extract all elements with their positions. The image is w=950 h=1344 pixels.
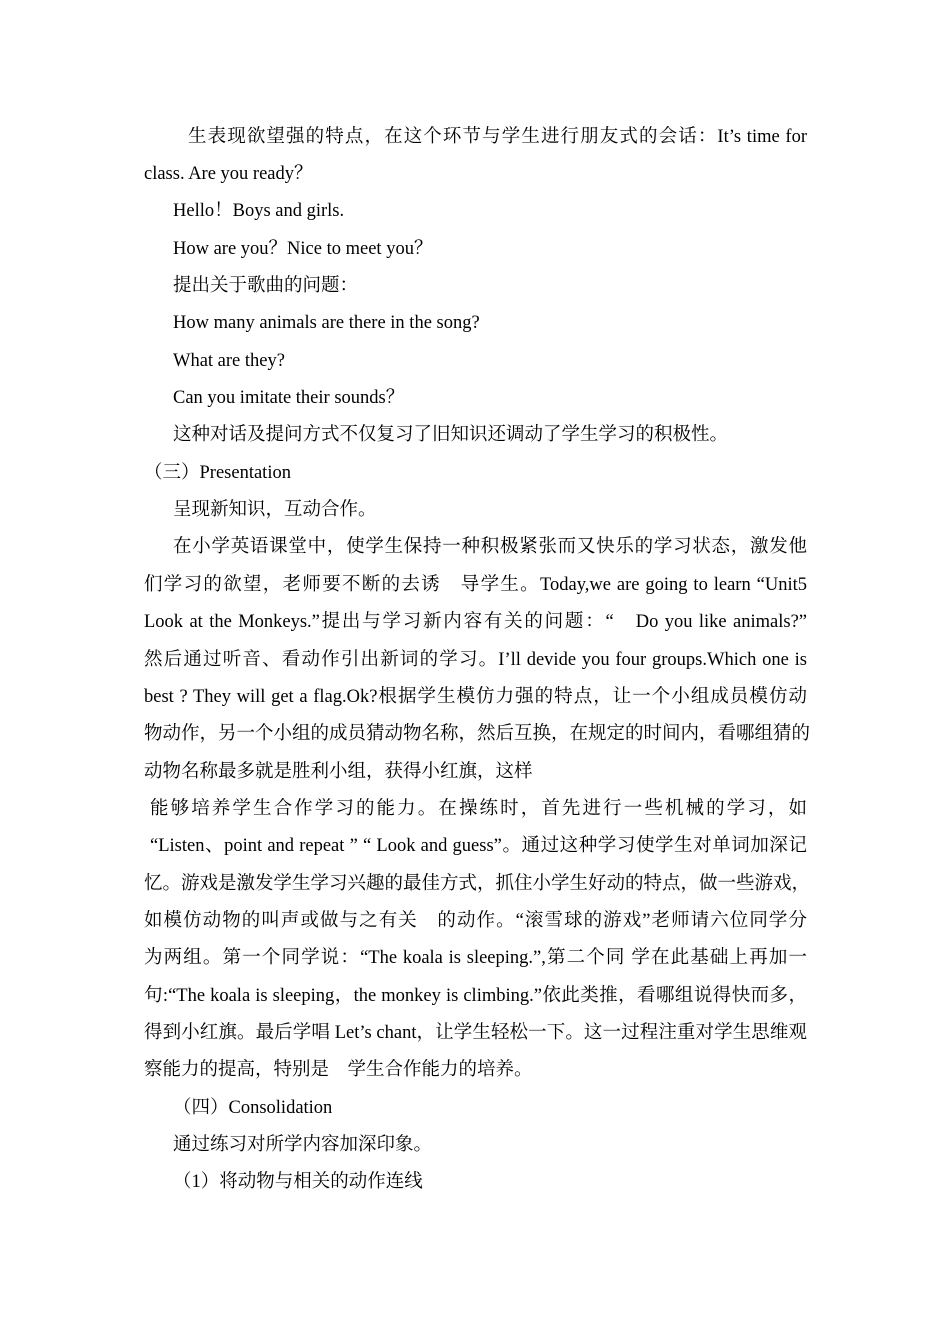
text-line: 动物名称最多就是胜利小组，获得小红旗，这样 <box>144 762 533 782</box>
text-line: “Listen、point and repeat ” “ Look and guess”。通过这种学习使学生对单词加深记 <box>150 836 807 856</box>
text-line: 们学习的欲望，老师要不断的去诱 导学生。Today,we are going to learn “Unit5 <box>144 575 807 595</box>
text-line: Look at the Monkeys.”提出与学习新内容有关的问题：“ Do you like animals?” <box>144 612 807 632</box>
text-line: How are you？Nice to meet you？ <box>173 239 433 259</box>
text-line: 句:“The koala is sleeping，the monkey is climbing.”依此类推，看哪组说得快而多， <box>144 986 807 1006</box>
text-line: 得到小红旗。最后学唱 Let’s chant，让学生轻松一下。这一过程注重对学生思维观 <box>144 1023 807 1043</box>
list-item: （1）将动物与相关的动作连线 <box>173 1172 423 1192</box>
text-line: 生表现欲望强的特点，在这个环节与学生进行朋友式的会话：It’s time for <box>188 127 807 147</box>
text-line: Hello！Boys and girls. <box>173 201 345 221</box>
text-line: 如模仿动物的叫声或做与之有关 的动作。“滚雪球的游戏”老师请六位同学分 <box>144 911 807 931</box>
text-line: 在小学英语课堂中，使学生保持一种积极紧张而又快乐的学习状态，激发他 <box>173 537 807 557</box>
text-line: 然后通过听音、看动作引出新词的学习。I’ll devide you four groups.Which one is <box>144 650 807 670</box>
text-line: 通过练习对所学内容加深印象。 <box>173 1135 433 1155</box>
section-heading: （三）Presentation <box>144 463 291 483</box>
text-line: class. Are you ready？ <box>144 164 313 184</box>
text-line: 呈现新知识，互动合作。 <box>173 500 377 520</box>
text-line: 为两组。第一个同学说：“The koala is sleeping.”,第二个同 学在此基础上再加一 <box>144 948 807 968</box>
text-line: How many animals are there in the song? <box>173 313 480 333</box>
section-heading: （四）Consolidation <box>173 1098 333 1118</box>
text-line: 物动作，另一个小组的成员猜动物名称，然后互换，在规定的时间内，看哪组猜的 <box>144 724 811 744</box>
text-line: 提出关于歌曲的问题： <box>173 276 359 296</box>
text-line: What are they? <box>173 351 285 371</box>
text-line: 忆。游戏是激发学生学习兴趣的最佳方式，抓住小学生好动的特点，做一些游戏， <box>144 874 811 894</box>
text-line: best ? They will get a flag.Ok?根据学生模仿力强的特点，让一个小组成员模仿动 <box>144 687 807 707</box>
text-line: 这种对话及提问方式不仅复习了旧知识还调动了学生学习的积极性。 <box>173 425 729 445</box>
text-line: 察能力的提高，特别是 学生合作能力的培养。 <box>144 1060 533 1080</box>
text-line: 能够培养学生合作学习的能力。在操练时，首先进行一些机械的学习，如 <box>150 799 807 819</box>
text-line: Can you imitate their sounds？ <box>173 388 405 408</box>
